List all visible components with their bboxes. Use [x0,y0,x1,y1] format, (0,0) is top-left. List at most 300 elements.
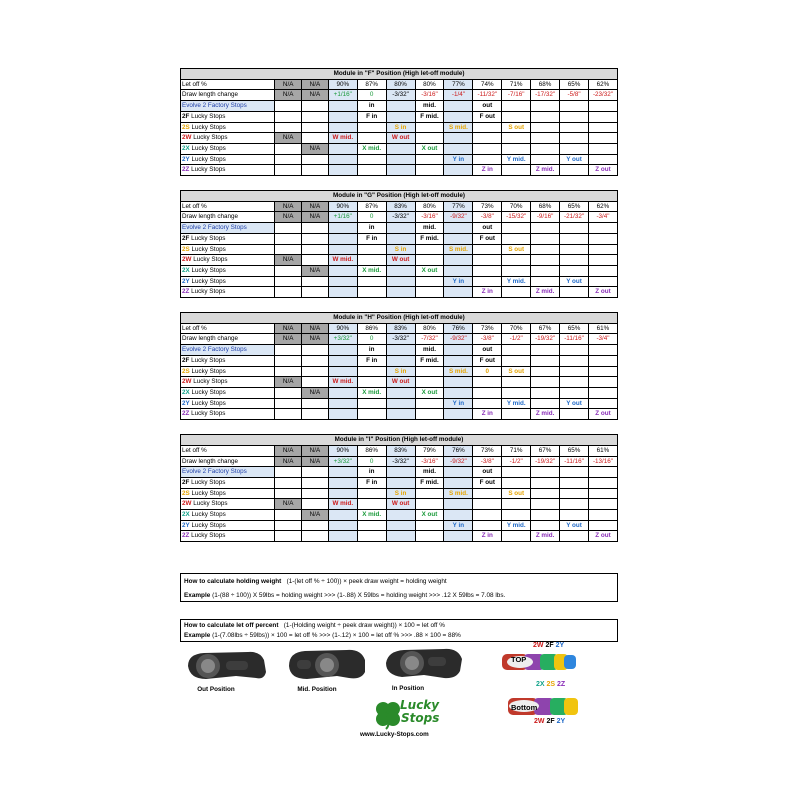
stop-row [181,510,618,521]
stop-code: 2X [182,388,190,396]
stop-row-label [181,223,275,234]
stop-position-cell: 0 [473,366,502,377]
stop-position-cell [275,165,302,176]
stop-position-cell [531,355,560,366]
stop-position-cell [444,345,473,356]
stop-position-cell [502,233,531,244]
let-off-row [181,445,618,456]
stop-position-cell [502,133,531,144]
module-table [180,434,618,542]
let-off-cell: 80% [415,201,444,212]
stop-row [181,101,618,112]
stop-position-cell [328,387,357,398]
stop-row-label [181,143,275,154]
stop-position-cell [502,355,531,366]
stop-row-label [181,520,275,531]
stop-position-cell [560,377,589,388]
bottom-code-f: 2F [546,718,555,725]
stop-position-cell [560,255,589,266]
stop-position-cell [444,477,473,488]
let-off-cell: 86% [357,323,386,334]
stop-position-cell: F out [473,355,502,366]
stop-position-cell [502,287,531,298]
stop-position-cell [275,287,302,298]
stop-position-cell [588,520,617,531]
stop-position-cell [386,111,415,122]
stop-position-cell [444,255,473,266]
stop-position-cell [386,531,415,542]
holding-example: (1-(88 ÷ 100)) X 59lbs = holding weight >>> (1-.88) X 59lbs = holding weight >>> .12 X 59lbs = 7.08 lbs. [212,592,506,599]
stop-position-cell [531,377,560,388]
stop-position-cell [357,244,386,255]
stop-position-cell: in [357,101,386,112]
holding-weight-box [180,573,618,602]
stop-position-cell [588,111,617,122]
stop-position-cell [275,122,302,133]
stop-position-cell [357,520,386,531]
stop-position-cell [275,531,302,542]
stop-row [181,244,618,255]
draw-length-cell: -3/16" [415,456,444,467]
stop-position-cell [357,398,386,409]
stop-position-cell [560,133,589,144]
mid-code-s: 2S [546,681,556,688]
stop-name: Lucky Stops [189,245,226,253]
stop-row-label [181,265,275,276]
stop-position-cell: X out [415,265,444,276]
draw-length-cell: -15/32" [502,212,531,223]
stop-position-cell [302,154,329,165]
stop-position-cell: Z in [473,287,502,298]
stop-position-cell [328,143,357,154]
stop-name: Evolve 2 Factory Stops [182,346,247,354]
stop-position-cell [531,520,560,531]
stop-position-cell [386,398,415,409]
stop-position-cell [386,287,415,298]
stop-position-cell [531,488,560,499]
stop-code: 2S [182,123,190,131]
row-label: Draw length change [181,456,275,467]
stop-position-cell [415,255,444,266]
stop-row-label [181,387,275,398]
stop-row-label [181,355,275,366]
stop-position-cell [302,488,329,499]
draw-length-cell: -3/8" [473,456,502,467]
let-off-cell: 73% [473,445,502,456]
stop-position-cell [275,154,302,165]
stop-position-cell [302,255,329,266]
stop-position-cell: Y out [560,398,589,409]
let-off-cell: 77% [444,79,473,90]
mid-code-z: 2Z [557,681,566,688]
stop-position-cell [502,223,531,234]
stop-name: Lucky Stops [189,277,226,285]
stop-position-cell [473,154,502,165]
stop-position-cell: Y out [560,154,589,165]
stop-position-cell [275,265,302,276]
stop-position-cell [328,101,357,112]
stop-position-cell [502,387,531,398]
holding-formula: (1-(let off % ÷ 100)) × peek draw weight = holding weight [286,578,447,585]
stop-position-cell [560,467,589,478]
let-off-cell: 83% [386,445,415,456]
stop-position-cell [328,276,357,287]
let-off-cell: 73% [473,201,502,212]
stop-code: 2W [182,256,192,264]
module-title: Module in "I" Position (High let-off module) [181,435,618,446]
let-off-cell: 68% [531,79,560,90]
stop-name: Lucky Stops [191,134,228,142]
stop-position-cell [357,165,386,176]
stop-position-cell [328,520,357,531]
stop-row [181,154,618,165]
stop-position-cell [328,488,357,499]
stop-position-cell: in [357,223,386,234]
draw-length-cell: 0 [357,212,386,223]
stop-position-cell [588,133,617,144]
stop-position-cell: W out [386,377,415,388]
stop-row-label [181,154,275,165]
stop-position-cell: S in [386,122,415,133]
let-off-cell: 74% [473,79,502,90]
stop-position-cell [302,377,329,388]
row-label: Draw length change [181,90,275,101]
stop-row [181,143,618,154]
stop-position-cell [275,520,302,531]
stop-position-cell [531,467,560,478]
stop-position-cell: S mid. [444,122,473,133]
stop-position-cell [415,366,444,377]
module-title: Module in "H" Position (High let-off module) [181,313,618,324]
stop-position-cell [328,244,357,255]
stop-position-cell [275,387,302,398]
stop-position-cell [386,165,415,176]
stop-position-cell: mid. [415,101,444,112]
stop-row [181,287,618,298]
stop-position-cell: S in [386,488,415,499]
draw-length-cell: +1/16" [328,90,357,101]
stop-position-cell [531,499,560,510]
stop-position-cell [588,233,617,244]
top-code-y: 2Y [555,642,565,649]
stop-position-cell [275,510,302,521]
stop-code: 2W [182,134,192,142]
let-off-cell: 90% [328,201,357,212]
stop-position-cell [275,398,302,409]
stop-position-cell [473,133,502,144]
stop-position-cell [275,345,302,356]
stop-row [181,477,618,488]
stop-code: 2F [182,478,190,486]
let-off-cell: 87% [357,79,386,90]
stop-row-label [181,287,275,298]
stop-position-cell [386,233,415,244]
stop-position-cell [415,398,444,409]
stop-position-cell [444,223,473,234]
stop-position-cell [415,154,444,165]
stop-position-cell [588,276,617,287]
stop-position-cell [588,122,617,133]
stop-name: Lucky Stops [189,166,226,174]
draw-length-cell: -9/32" [444,456,473,467]
mid-codes [536,681,565,688]
top-code-f: 2F [545,642,554,649]
stop-position-cell: N/A [302,265,329,276]
stop-row [181,122,618,133]
stop-position-cell [502,531,531,542]
draw-length-cell: N/A [302,456,329,467]
stop-row [181,499,618,510]
stop-position-cell: Y in [444,154,473,165]
stop-code: 2W [182,500,192,508]
let-off-cell: N/A [275,323,302,334]
stop-position-cell [444,467,473,478]
stop-position-cell: out [473,467,502,478]
stop-position-cell [531,366,560,377]
stop-position-cell [357,409,386,420]
stop-position-cell: W out [386,133,415,144]
stop-position-cell [588,345,617,356]
stop-position-cell [357,499,386,510]
module-title: Module in "G" Position (High let-off module) [181,191,618,202]
draw-length-row [181,334,618,345]
stop-position-cell [588,467,617,478]
stop-code: 2S [182,489,190,497]
let-off-cell: N/A [302,445,329,456]
stop-code: 2S [182,367,190,375]
stop-position-cell: F in [357,355,386,366]
letoff-percent-box [180,619,618,642]
stop-position-cell [328,233,357,244]
stop-position-cell [328,409,357,420]
stop-position-cell [302,287,329,298]
let-off-cell: 70% [502,201,531,212]
stop-position-cell: W mid. [328,133,357,144]
stop-row [181,366,618,377]
draw-length-cell: 0 [357,334,386,345]
stop-position-cell [415,244,444,255]
stop-position-cell: Y mid. [502,154,531,165]
stop-position-cell [275,111,302,122]
stop-position-cell [386,276,415,287]
stop-position-cell [415,409,444,420]
letoff-formula: (1-(Holding weight ÷ peek draw weight)) × 100 = let off % [283,622,445,629]
stop-position-cell: S in [386,244,415,255]
stop-position-cell [328,531,357,542]
draw-length-cell: -9/32" [444,212,473,223]
stop-row-label [181,488,275,499]
stop-position-cell: Z mid. [531,287,560,298]
bottom-codes [534,718,565,725]
stop-position-cell [357,133,386,144]
stop-position-cell [588,499,617,510]
stop-position-cell [328,467,357,478]
stop-name: Lucky Stops [189,234,226,242]
stop-position-cell [502,510,531,521]
stop-position-cell [588,154,617,165]
stop-position-cell [502,111,531,122]
stop-position-cell [386,387,415,398]
stop-code: 2Z [182,166,190,174]
stop-position-cell [473,255,502,266]
stop-position-cell [560,244,589,255]
draw-length-cell: -19/32" [531,334,560,345]
stop-position-cell [531,154,560,165]
stop-position-cell [302,122,329,133]
stop-name: Lucky Stops [189,399,226,407]
stop-position-cell: N/A [302,510,329,521]
stop-row-label [181,244,275,255]
row-label: Let off % [181,445,275,456]
let-off-cell: 73% [473,323,502,334]
draw-length-cell: -3/32" [386,334,415,345]
stop-code: 2Z [182,532,190,540]
out-position-caption: Out Position [197,686,235,693]
let-off-cell: 83% [386,323,415,334]
stop-position-cell [560,265,589,276]
stop-position-cell [531,133,560,144]
stop-position-cell: Z in [473,165,502,176]
stop-name: Lucky Stops [189,144,226,152]
stop-position-cell [357,377,386,388]
stop-position-cell [302,477,329,488]
stop-position-cell [444,111,473,122]
stop-position-cell [386,520,415,531]
stop-position-cell [588,488,617,499]
module-table [180,312,618,420]
draw-length-cell: N/A [302,90,329,101]
stop-row-label [181,398,275,409]
stop-position-cell: F mid. [415,477,444,488]
stop-position-cell: Z in [473,409,502,420]
stop-position-cell [531,398,560,409]
stop-position-cell [415,499,444,510]
holding-example-label: Example [184,592,211,599]
stop-name: Lucky Stops [189,388,226,396]
stop-position-cell [357,366,386,377]
let-off-cell: 77% [444,201,473,212]
stop-position-cell [444,510,473,521]
draw-length-cell: -3/4" [588,212,617,223]
stop-name: Lucky Stops [191,378,228,386]
stop-position-cell [415,276,444,287]
stop-position-cell [415,165,444,176]
cam-mid-position-image [287,646,367,684]
stop-position-cell [473,510,502,521]
stop-name: Lucky Stops [189,532,226,540]
stop-position-cell [444,287,473,298]
stop-position-cell: Y in [444,520,473,531]
let-off-cell: 80% [415,323,444,334]
stop-row-label [181,165,275,176]
let-off-row [181,79,618,90]
stop-position-cell: W out [386,255,415,266]
draw-length-cell: -3/32" [386,90,415,101]
let-off-cell: N/A [302,201,329,212]
let-off-row [181,323,618,334]
stop-position-cell: Z out [588,531,617,542]
draw-length-cell: 0 [357,456,386,467]
stop-position-cell [560,499,589,510]
cam-out-position-image [186,648,268,684]
stop-position-cell: W out [386,499,415,510]
let-off-cell: 71% [502,79,531,90]
stop-position-cell: F out [473,233,502,244]
stop-position-cell [386,355,415,366]
stop-position-cell: N/A [302,387,329,398]
stop-position-cell [444,133,473,144]
stop-position-cell [473,398,502,409]
letoff-example: (1-(7.08lbs ÷ 59lbs)) × 100 = let off % >>> (1-.12) × 100 = let off % >>> .88 × 100 = 88% [212,631,461,639]
bottom-code-w: 2W [534,718,545,725]
stop-position-cell [328,122,357,133]
stop-position-cell [302,133,329,144]
stop-position-cell [302,499,329,510]
stop-position-cell [444,233,473,244]
stop-position-cell [502,409,531,420]
bottom-label: Bottom [511,703,538,712]
stop-position-cell [302,165,329,176]
stop-position-cell: Z mid. [531,409,560,420]
let-off-cell: 86% [357,445,386,456]
stop-position-cell [531,510,560,521]
stop-position-cell [357,287,386,298]
stop-row [181,111,618,122]
stop-code: 2X [182,511,190,519]
stop-position-cell: Y mid. [502,520,531,531]
stop-position-cell [531,477,560,488]
stop-position-cell [328,355,357,366]
stop-row [181,355,618,366]
stop-position-cell [444,409,473,420]
stop-position-cell [502,467,531,478]
stop-position-cell: Z out [588,287,617,298]
stop-position-cell [328,345,357,356]
stop-row-label [181,122,275,133]
stop-position-cell [560,165,589,176]
stop-position-cell [357,154,386,165]
stop-row-label [181,366,275,377]
draw-length-cell: -11/16" [560,456,589,467]
stop-position-cell [275,366,302,377]
let-off-cell: 61% [588,445,617,456]
draw-length-row [181,212,618,223]
stop-position-cell [531,101,560,112]
stop-position-cell [415,488,444,499]
stop-position-cell: S out [502,488,531,499]
stop-position-cell: N/A [275,499,302,510]
stop-position-cell [302,233,329,244]
stop-position-cell: Y in [444,398,473,409]
draw-length-cell: N/A [275,90,302,101]
let-off-cell: 68% [531,201,560,212]
stop-position-cell: S mid. [444,244,473,255]
top-code-w: 2W [533,642,544,649]
stop-row [181,133,618,144]
stop-row-label [181,111,275,122]
stop-position-cell [328,398,357,409]
stop-position-cell: Z mid. [531,165,560,176]
stop-position-cell [302,520,329,531]
stop-position-cell: Y out [560,276,589,287]
stop-position-cell [560,477,589,488]
stop-position-cell [302,101,329,112]
stop-position-cell: mid. [415,223,444,234]
draw-length-cell: -19/32" [531,456,560,467]
stop-row-label [181,133,275,144]
draw-length-cell: -5/8" [560,90,589,101]
draw-length-cell: -3/32" [386,212,415,223]
